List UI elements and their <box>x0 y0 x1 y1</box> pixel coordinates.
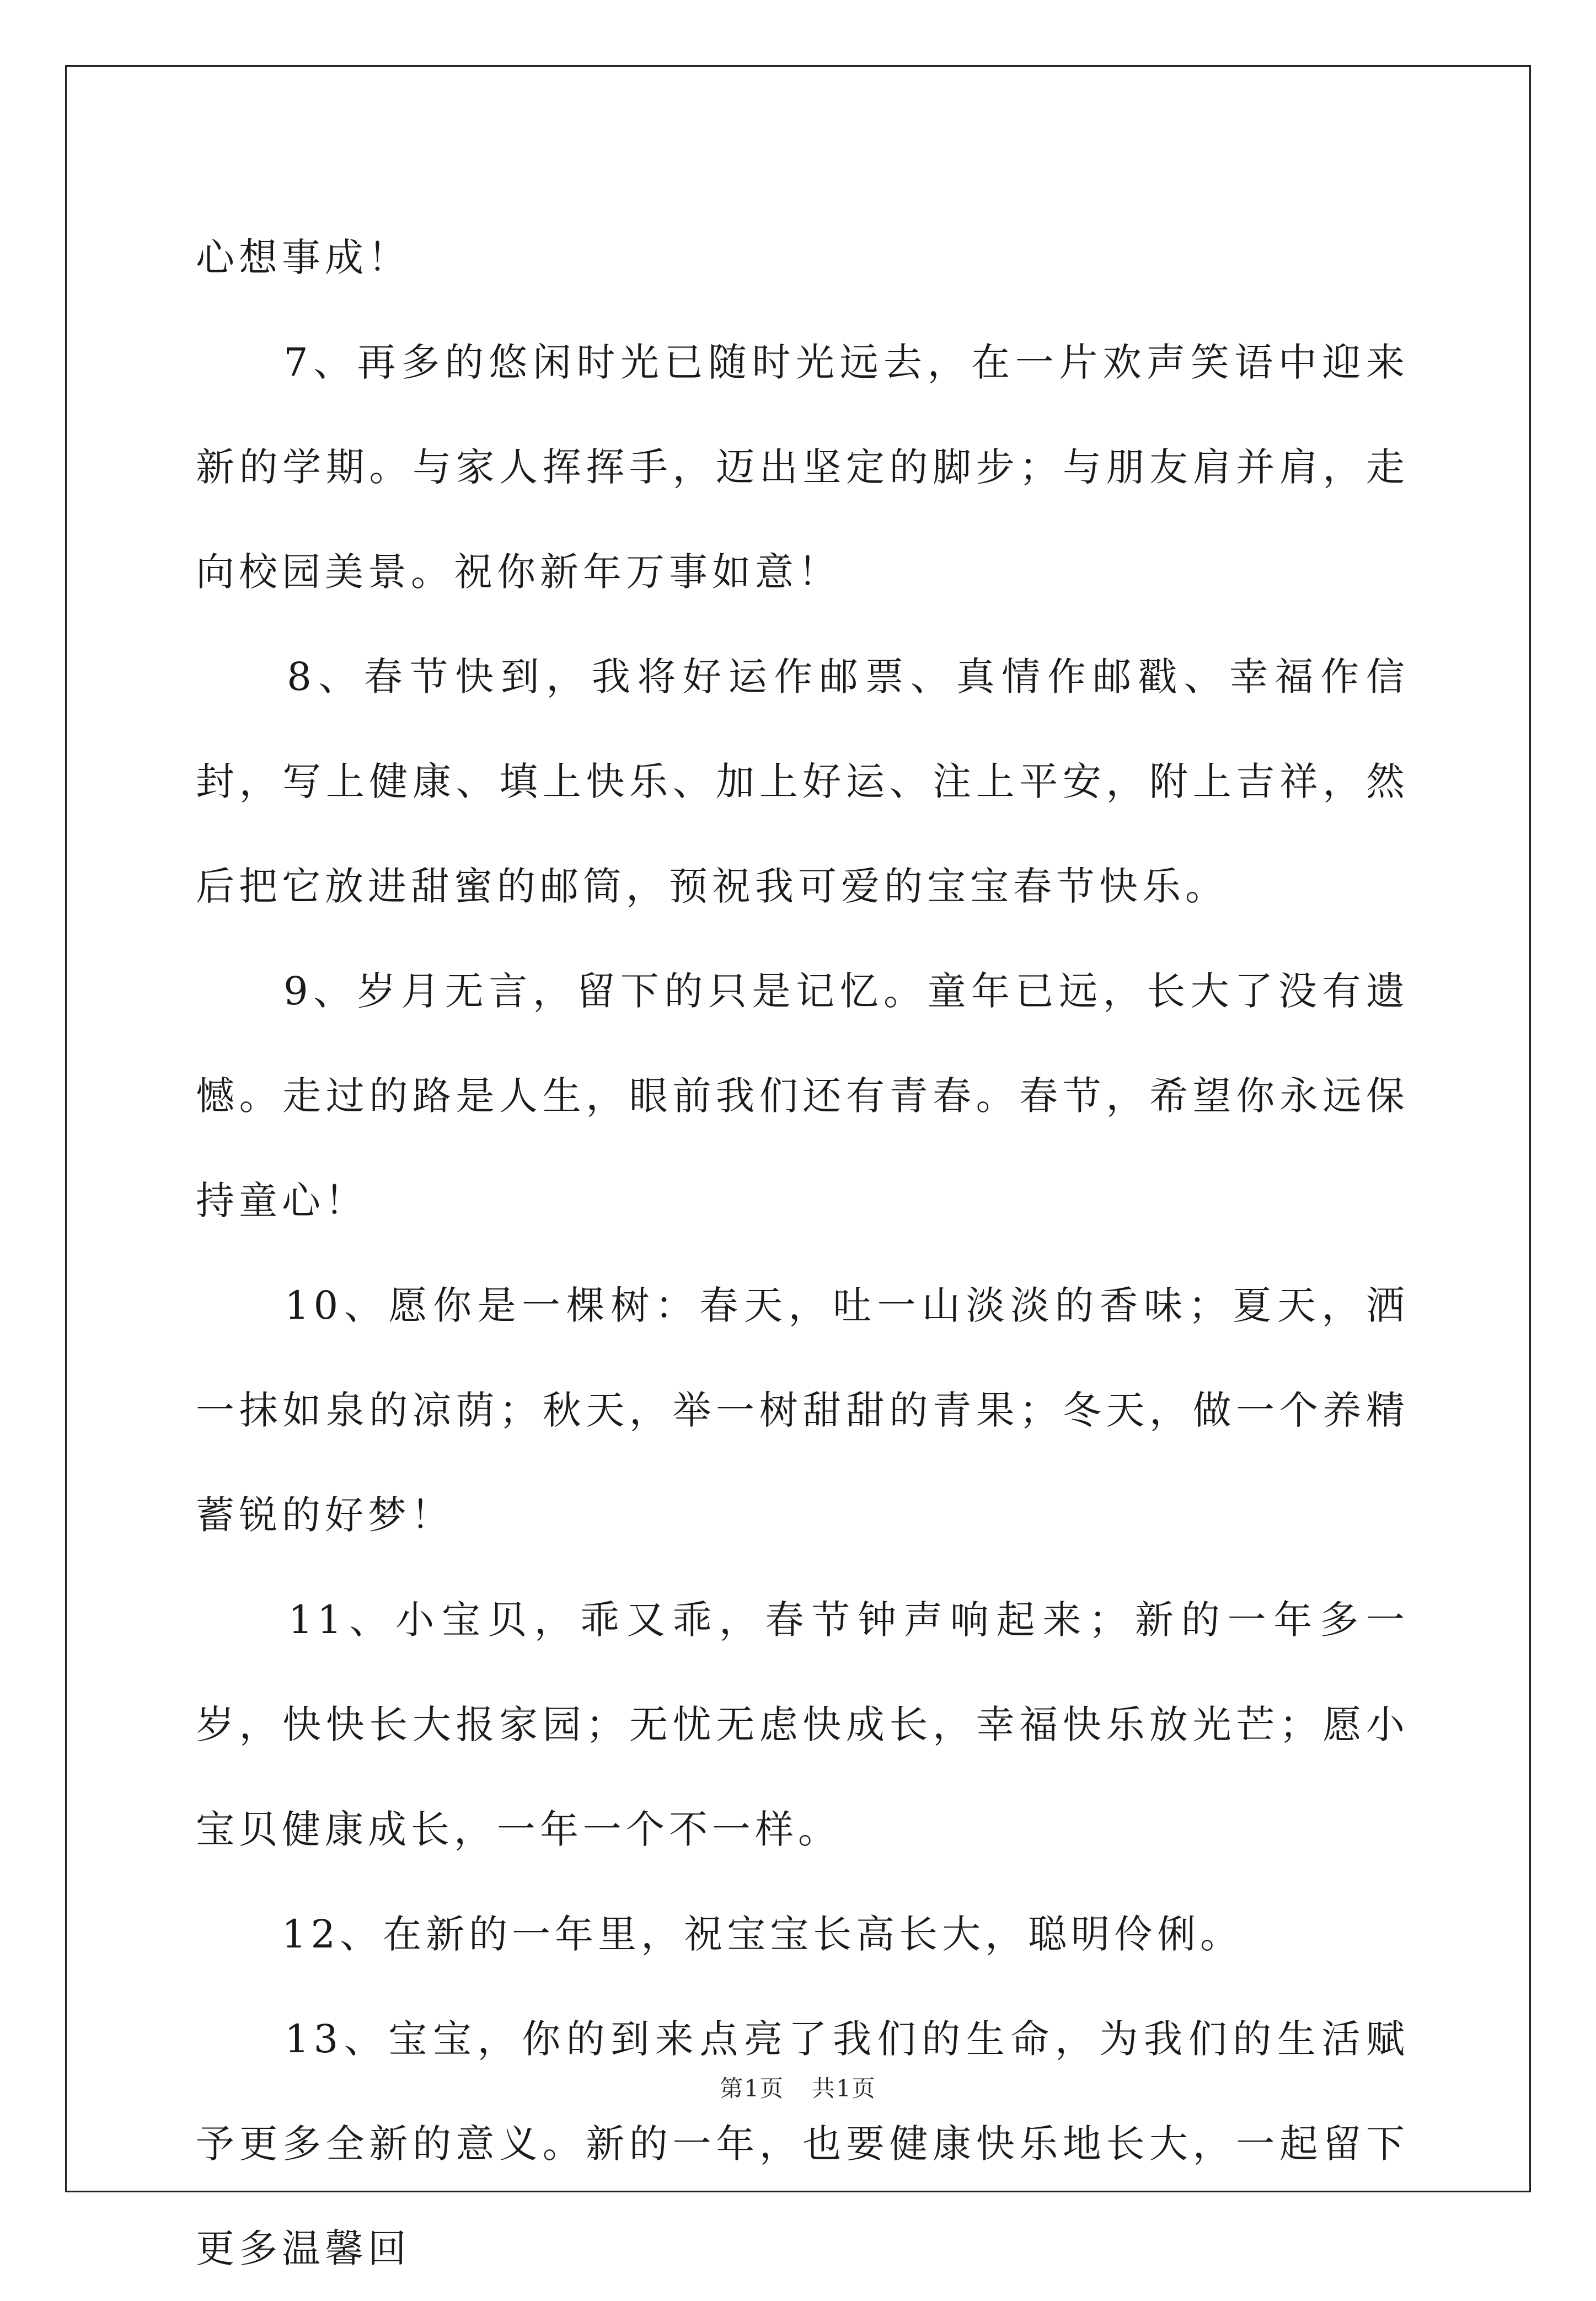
page-number: 第1页 <box>720 2075 784 2102</box>
paragraph-continuation: 心想事成！ <box>196 235 411 280</box>
page-footer <box>0 2070 1596 2104</box>
paragraph-9: 9、岁月无言，留下的只是记忆。童年已远，长大了没有遗憾。走过的路是人生，眼前我们还有青春。春节，希望你永远保持童心！ <box>196 968 1409 1223</box>
page-total: 共1页 <box>812 2075 876 2102</box>
paragraph-10: 10、愿你是一棵树：春天，吐一山淡淡的香味；夏天，洒一抹如泉的凉荫；秋天，举一树甜甜的青果；冬天，做一个养精蓄锐的好梦！ <box>196 1283 1409 1538</box>
document-body <box>196 205 1409 2301</box>
paragraph-12: 12、在新的一年里，祝宝宝长高长大，聪明伶俐。 <box>196 1912 1244 1957</box>
paragraph-13: 13、宝宝，你的到来点亮了我们的生命，为我们的生活赋予更多全新的意义。新的一年，也要健康快乐地长大，一起留下更多温馨回 <box>196 2016 1409 2271</box>
paragraph-11: 11、小宝贝，乖又乖，春节钟声响起来；新的一年多一岁，快快长大报家园；无忧无虑快成长，幸福快乐放光芒；愿小宝贝健康成长，一年一个不一样。 <box>196 1597 1409 1852</box>
paragraph-8: 8、春节快到，我将好运作邮票、真情作邮戳、幸福作信封，写上健康、填上快乐、加上好运、注上平安，附上吉祥，然后把它放进甜蜜的邮筒，预祝我可爱的宝宝春节快乐。 <box>196 654 1409 909</box>
paragraph-7: 7、再多的悠闲时光已随时光远去，在一片欢声笑语中迎来新的学期。与家人挥挥手，迈出坚定的脚步；与朋友肩并肩，走向校园美景。祝你新年万事如意！ <box>196 340 1409 595</box>
